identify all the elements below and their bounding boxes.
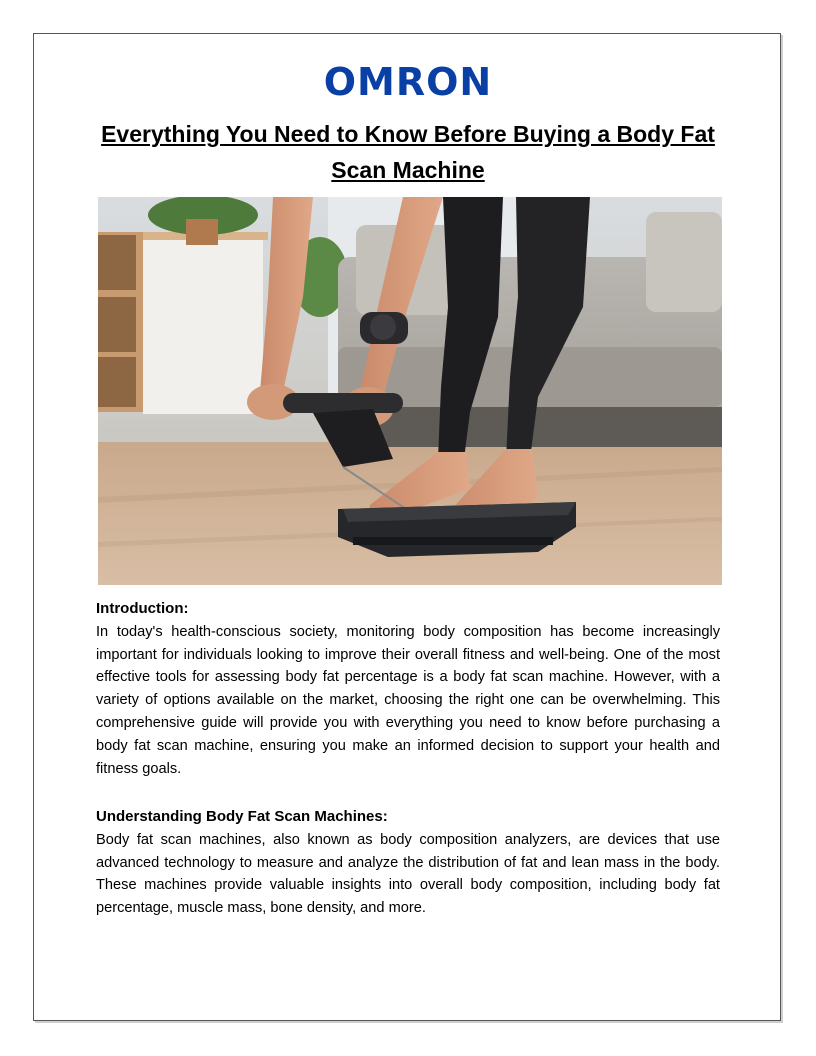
hero-image <box>98 197 722 585</box>
document-title: Everything You Need to Know Before Buying a Body Fat Scan Machine <box>101 121 715 183</box>
understanding-section <box>96 806 720 920</box>
introduction-body: In today's health-conscious society, monitoring body composition has become increasingly important for individuals looking to improve their overall fitness and well-being. One of the most effective tools for assessing body fat percentage is a body fat scan machine. However, with a variety of options available on the market, choosing the right one can be overwhelming. This comprehensive guide will provide you with everything you need to know before purchasing a body fat scan machine, ensuring you make an informed decision to support your health and fitness goals. <box>96 623 720 777</box>
introduction-section <box>96 598 720 780</box>
introduction-heading: Introduction: <box>96 600 189 617</box>
understanding-heading: Understanding Body Fat Scan Machines: <box>96 808 388 825</box>
understanding-body: Body fat scan machines, also known as body composition analyzers, are devices that use advanced technology to measure and analyze the distribution of fat and lean mass in the body. These machines provide valuable insights into overall body composition, including body fat percentage, muscle mass, bone density, and more. <box>96 831 720 917</box>
body-composition-scale-photo-icon <box>98 197 722 585</box>
omron-logo: OMRON <box>323 60 493 104</box>
